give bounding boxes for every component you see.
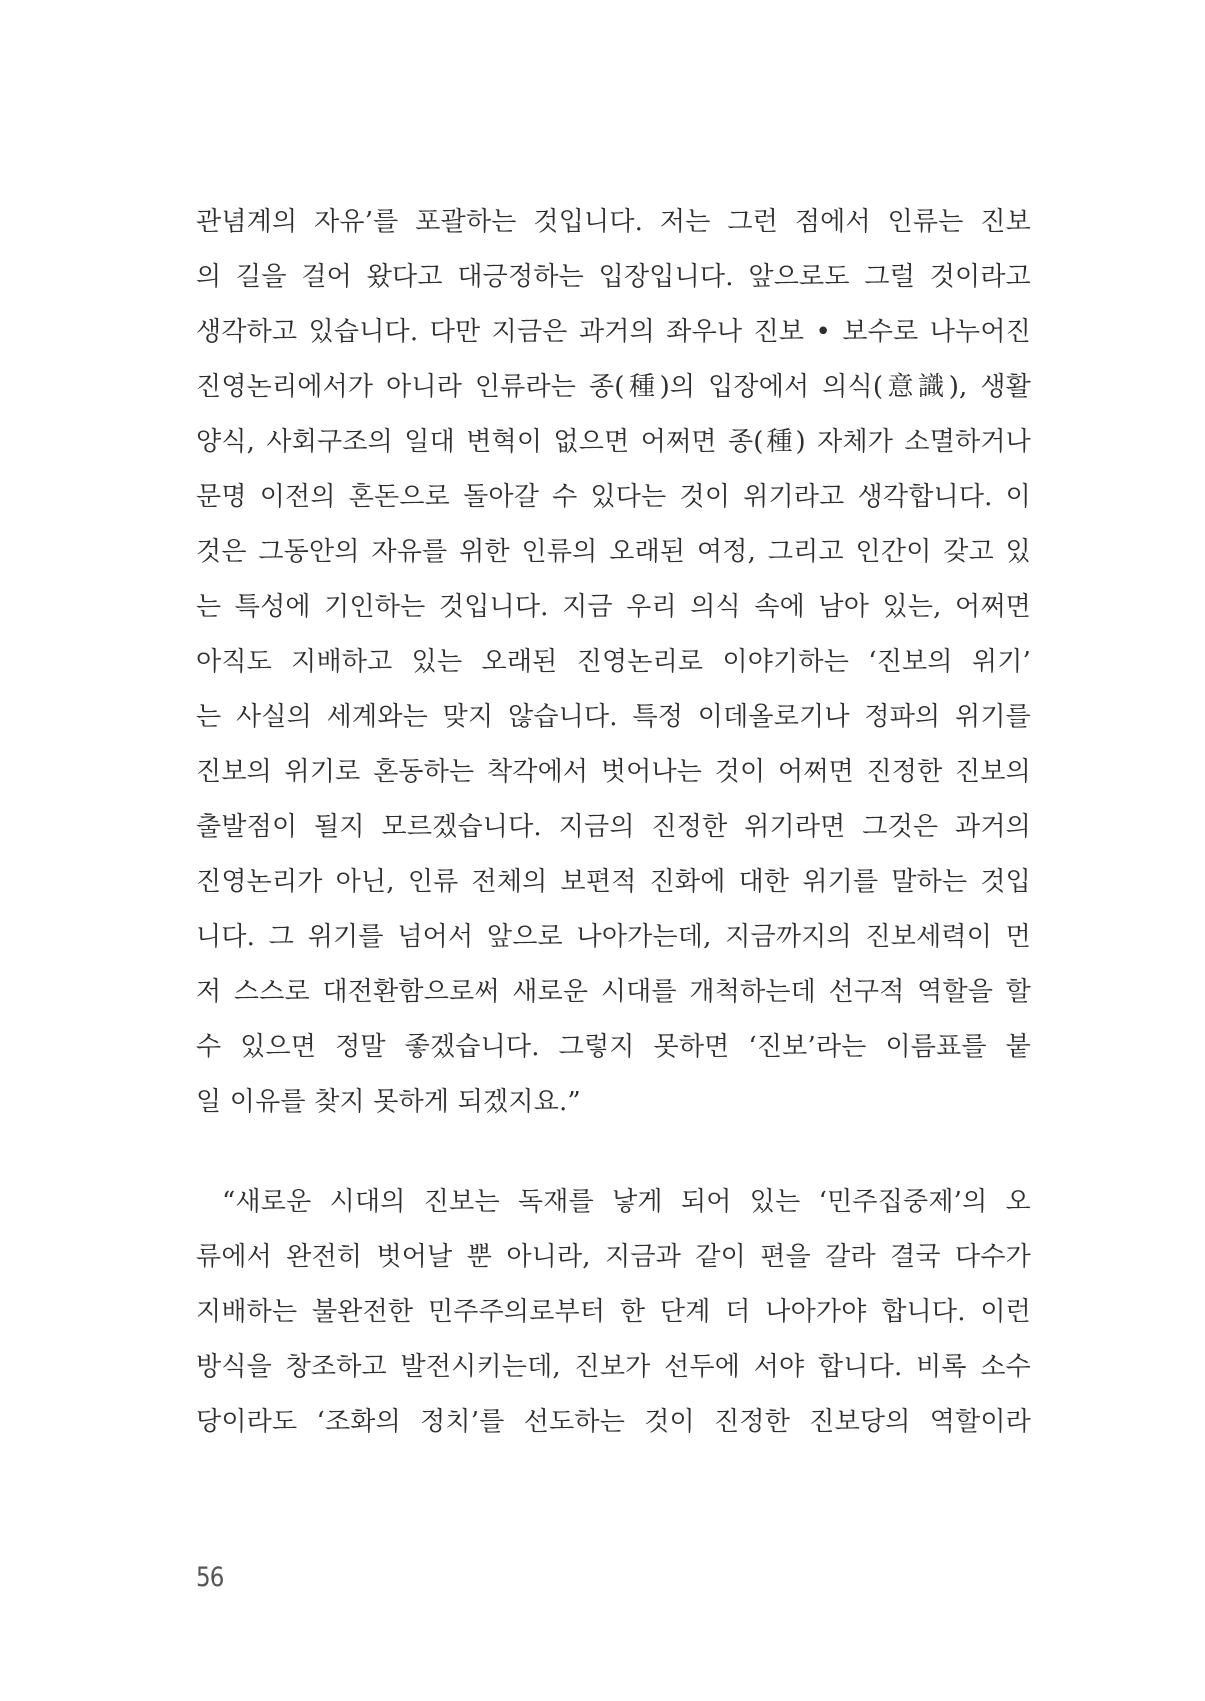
text-line: 아직도 지배하고 있는 오래된 진영논리로 이야기하는 ‘진보의 위기’: [196, 647, 1031, 677]
page-number: 56: [196, 1562, 224, 1593]
text-line: 양식, 사회구조의 일대 변혁이 없으면 어쩌면 종(種) 자체가 소멸하거나: [196, 427, 1031, 457]
text-line: 일 이유를 찾지 못하게 되겠지요.”: [196, 1087, 581, 1117]
text-line: “새로운 시대의 진보는 독재를 낳게 되어 있는 ‘민주집중제’의 오: [222, 1187, 1031, 1217]
text-line: 관념계의 자유’를 포괄하는 것입니다. 저는 그런 점에서 인류는 진보: [196, 207, 1031, 237]
text-line: 문명 이전의 혼돈으로 돌아갈 수 있다는 것이 위기라고 생각합니다. 이: [196, 482, 1031, 512]
text-line: 류에서 완전히 벗어날 뿐 아니라, 지금과 같이 편을 갈라 결국 다수가: [196, 1242, 1031, 1272]
text-line: 진보의 위기로 혼동하는 착각에서 벗어나는 것이 어쩌면 진정한 진보의: [196, 757, 1031, 787]
text-line: 당이라도 ‘조화의 정치’를 선도하는 것이 진정한 진보당의 역할이라: [196, 1407, 1031, 1437]
text-line: 는 사실의 세계와는 맞지 않습니다. 특정 이데올로기나 정파의 위기를: [196, 702, 1031, 732]
text-line: 의 길을 걸어 왔다고 대긍정하는 입장입니다. 앞으로도 그럴 것이라고: [196, 262, 1031, 292]
text-line: 진영논리에서가 아니라 인류라는 종(種)의 입장에서 의식(意識), 생활: [196, 372, 1031, 402]
text-line: 지배하는 불완전한 민주주의로부터 한 단계 더 나아가야 합니다. 이런: [196, 1297, 1031, 1327]
text-line: 것은 그동안의 자유를 위한 인류의 오래된 여정, 그리고 인간이 갖고 있: [196, 537, 1031, 567]
text-line: 저 스스로 대전환함으로써 새로운 시대를 개척하는데 선구적 역할을 할: [196, 977, 1031, 1007]
text-line: 출발점이 될지 모르겠습니다. 지금의 진정한 위기라면 그것은 과거의: [196, 812, 1031, 842]
text-line: 니다. 그 위기를 넘어서 앞으로 나아가는데, 지금까지의 진보세력이 먼: [196, 922, 1031, 952]
text-line: 수 있으면 정말 좋겠습니다. 그렇지 못하면 ‘진보’라는 이름표를 붙: [196, 1032, 1031, 1062]
text-line: 방식을 창조하고 발전시키는데, 진보가 선두에 서야 합니다. 비록 소수: [196, 1352, 1031, 1382]
text-line: 는 특성에 기인하는 것입니다. 지금 우리 의식 속에 남아 있는, 어쩌면: [196, 592, 1031, 622]
text-line: 생각하고 있습니다. 다만 지금은 과거의 좌우나 진보 • 보수로 나누어진: [196, 317, 1031, 347]
text-line: 진영논리가 아닌, 인류 전체의 보편적 진화에 대한 위기를 말하는 것입: [196, 867, 1031, 897]
